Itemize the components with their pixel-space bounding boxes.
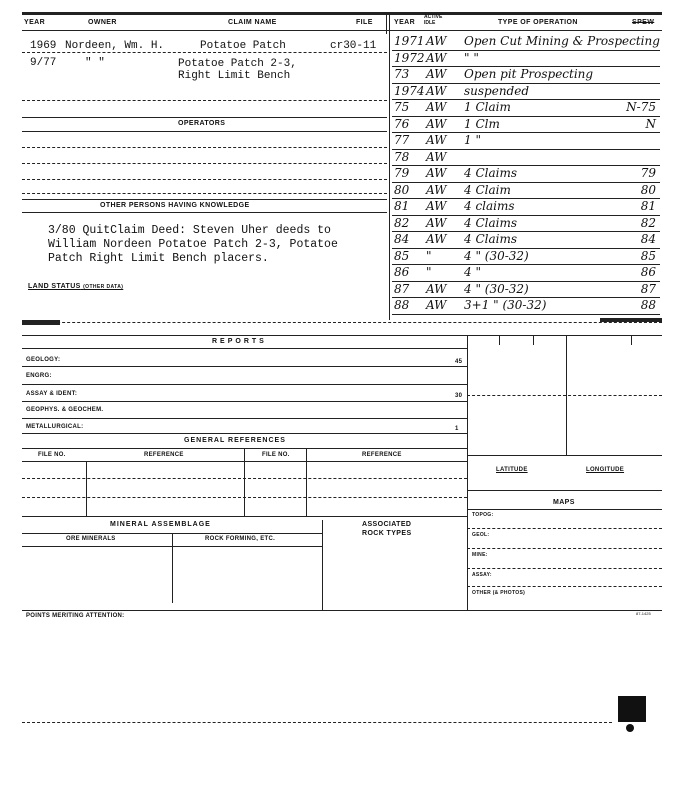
corner-mark — [618, 696, 646, 722]
log-right-note: 85 — [640, 248, 656, 263]
header-owner: OWNER — [88, 19, 117, 26]
mineral-divider — [172, 533, 173, 603]
latlong-rule — [467, 490, 662, 491]
header-idle: IDLE — [424, 20, 436, 26]
refs-col-ref1: REFERENCE — [144, 452, 184, 458]
refs-col-ref2: REFERENCE — [362, 452, 402, 458]
log-active: AW — [426, 34, 447, 48]
log-operation: Open pit Prospecting — [464, 67, 594, 81]
assoc-title-2: ROCK TYPES — [362, 530, 412, 537]
maps-assay: ASSAY: — [472, 572, 492, 578]
log-active: AW — [426, 100, 447, 114]
corner-mark — [626, 724, 634, 732]
log-operation: 1 Claim — [464, 100, 511, 114]
log-row — [392, 282, 660, 299]
log-year: 88 — [394, 298, 410, 312]
maps-rule — [467, 509, 662, 510]
mineral-ore: ORE MINERALS — [66, 536, 116, 542]
log-year: 80 — [394, 182, 410, 197]
log-row — [392, 100, 660, 117]
log-row — [392, 183, 660, 200]
log-active: AW — [426, 50, 447, 65]
entry-owner: Nordeen, Wm. H. — [65, 40, 165, 52]
latitude-label: LATITUDE — [496, 467, 528, 473]
log-active: " — [426, 265, 432, 279]
log-year: 82 — [394, 215, 410, 230]
operators-line — [22, 193, 387, 194]
log-operation: 1 " — [464, 133, 481, 147]
entry-claim: Potatoe Patch 2-3, — [178, 58, 297, 70]
mineral-title: MINERAL ASSEMBLAGE — [110, 521, 211, 528]
log-right-note: 84 — [640, 232, 656, 246]
log-right-note: 82 — [640, 215, 656, 230]
log-active: AW — [426, 298, 447, 312]
log-row — [392, 117, 660, 134]
log-year: 77 — [394, 133, 410, 147]
maps-topog: TOPOG: — [472, 512, 494, 518]
log-right-note: 87 — [640, 281, 656, 296]
log-year: 84 — [394, 232, 410, 246]
form-number: 87-1425 — [636, 611, 651, 616]
header-divider — [386, 14, 387, 34]
log-year: 86 — [394, 265, 410, 279]
log-right-note: 81 — [640, 199, 656, 213]
log-operation: suspended — [464, 83, 530, 98]
log-row — [392, 133, 660, 150]
operators-rule — [22, 117, 387, 118]
maps-line — [467, 528, 662, 529]
log-active: " — [426, 248, 432, 263]
refs-divider — [306, 449, 307, 516]
refs-divider — [86, 461, 87, 516]
log-operation: 4 " (30-32) — [464, 281, 529, 296]
entry-file: cr30-11 — [330, 40, 377, 52]
report-metallurgical: METALLURGICAL: — [26, 424, 84, 430]
log-right-note: 80 — [640, 182, 656, 197]
mineral-rock: ROCK FORMING, ETC. — [205, 536, 276, 542]
log-operation: 3+1 " (30-32) — [464, 298, 547, 312]
log-operation: 4 " — [464, 265, 481, 279]
refs-line — [22, 497, 467, 498]
log-operation: 4 claims — [464, 199, 515, 213]
log-year: 1974 — [394, 83, 425, 98]
maps-line — [467, 548, 662, 549]
log-underline — [392, 314, 660, 315]
log-row — [392, 67, 660, 84]
maps-title: MAPS — [553, 499, 575, 506]
others-text: 3/80 QuitClaim Deed: Steven Uher deeds to William Nordeen Potatoe Patch 2-3, Potatoe Patch Right Limit Bench placers. — [48, 224, 338, 265]
header-year: YEAR — [24, 19, 46, 26]
log-year: 79 — [394, 166, 410, 180]
refs-line — [22, 478, 467, 479]
log-operation: " " — [464, 50, 479, 65]
land-status-label: LAND STATUS — [28, 283, 81, 290]
operators-line — [22, 147, 387, 148]
log-year: 87 — [394, 281, 410, 296]
log-row — [392, 51, 660, 68]
longitude-label: LONGITUDE — [586, 467, 625, 473]
report-rule — [22, 418, 467, 419]
header-year2: YEAR — [394, 19, 416, 26]
log-row — [392, 199, 660, 216]
general-refs-title: GENERAL REFERENCES — [184, 437, 286, 444]
log-row — [392, 232, 660, 249]
header-type-of-operation: TYPE OF OPERATION — [498, 19, 578, 26]
log-year: 73 — [394, 67, 410, 81]
entry-rule — [22, 100, 387, 101]
report-grid — [467, 455, 662, 456]
log-active: AW — [426, 199, 447, 213]
header-crossed: SPEW — [632, 19, 655, 26]
log-right-note: N — [645, 116, 656, 131]
report-rule — [22, 366, 467, 367]
points-line — [22, 722, 612, 723]
operators-title: OPERATORS — [178, 120, 226, 127]
points-title: POINTS MERITING ATTENTION: — [26, 613, 125, 619]
others-rule — [22, 212, 387, 213]
operators-rule — [22, 131, 387, 132]
log-active: AW — [426, 182, 447, 197]
report-rule — [22, 401, 467, 402]
log-operation: 1 Clm — [464, 116, 500, 131]
log-active: AW — [426, 133, 447, 147]
assoc-title-1: ASSOCIATED — [362, 521, 412, 528]
entry-year: 9/77 — [30, 57, 57, 69]
report-grid — [467, 395, 662, 396]
header-file: FILE — [356, 19, 373, 26]
log-year: 81 — [394, 199, 410, 213]
operators-line — [22, 179, 387, 180]
land-status-title — [28, 283, 123, 290]
report-grid — [631, 335, 632, 345]
refs-divider — [244, 449, 245, 516]
log-active: AW — [426, 215, 447, 230]
maps-mine: MINE: — [472, 552, 488, 558]
others-title: OTHER PERSONS HAVING KNOWLEDGE — [100, 202, 250, 209]
points-rule — [22, 610, 662, 611]
report-grid — [533, 335, 534, 345]
log-row — [392, 249, 660, 266]
log-row — [392, 84, 660, 101]
log-active: AW — [426, 67, 447, 81]
header-claim-name: CLAIM NAME — [228, 19, 277, 26]
reports-rule — [22, 348, 467, 349]
operators-line — [22, 163, 387, 164]
maps-geol: GEOL: — [472, 532, 490, 538]
others-rule — [22, 199, 387, 200]
mineral-divider — [322, 520, 323, 610]
refs-col-file2: FILE NO. — [262, 452, 290, 458]
log-row — [392, 150, 660, 167]
log-year: 78 — [394, 149, 410, 164]
log-right-note: 86 — [640, 265, 656, 279]
log-right-note: 79 — [640, 166, 656, 180]
log-active: AW — [426, 281, 447, 296]
report-assay: ASSAY & IDENT: — [26, 391, 78, 397]
maps-other: OTHER (& PHOTOS) — [472, 590, 526, 596]
maps-line — [467, 586, 662, 587]
log-row — [392, 216, 660, 233]
header-rule — [22, 30, 662, 31]
log-right-note: N-75 — [626, 100, 656, 114]
report-rule — [22, 384, 467, 385]
report-metallurgical-code: 1 — [455, 426, 459, 432]
report-grid — [499, 335, 500, 345]
log-active: AW — [426, 83, 447, 98]
log-right-note: 88 — [640, 298, 656, 312]
land-status-sub: (OTHER DATA) — [83, 284, 124, 290]
log-divider — [389, 30, 390, 320]
top-rule — [22, 12, 662, 15]
report-geophys: GEOPHYS. & GEOCHEM. — [26, 407, 104, 413]
log-active: AW — [426, 166, 447, 180]
report-geology: GEOLOGY: — [26, 357, 61, 363]
report-engrg: ENGRG: — [26, 373, 52, 379]
entry-rule — [22, 52, 387, 53]
log-operation: 4 Claims — [464, 166, 517, 180]
log-year: 75 — [394, 100, 410, 114]
entry-year: 1969 — [30, 40, 57, 52]
log-row — [392, 298, 660, 315]
entry-claim: Right Limit Bench — [178, 70, 291, 82]
refs-rule — [22, 516, 467, 517]
log-row — [392, 166, 660, 183]
refs-col-file1: FILE NO. — [38, 452, 66, 458]
section-separator — [22, 322, 662, 323]
log-operation: 4 " (30-32) — [464, 248, 529, 263]
log-row — [392, 34, 660, 51]
log-operation: 4 Claim — [464, 182, 511, 197]
report-assay-code: 30 — [455, 393, 463, 399]
report-geology-code: 45 — [455, 359, 463, 365]
log-year: 85 — [394, 248, 410, 263]
header-active: ACTIVE — [424, 14, 443, 20]
log-active: AW — [426, 149, 447, 164]
report-rule — [22, 433, 467, 434]
log-operation: Open Cut Mining & Prospecting — [464, 34, 660, 48]
maps-line — [467, 568, 662, 569]
log-row — [392, 265, 660, 282]
log-active: AW — [426, 232, 447, 246]
log-year: 76 — [394, 116, 410, 131]
log-operation: 4 Claims — [464, 232, 517, 246]
section-separator — [600, 318, 662, 322]
reports-title: REPORTS — [212, 338, 267, 345]
entry-claim: Potatoe Patch — [200, 40, 286, 52]
log-year: 1971 — [394, 34, 425, 48]
log-active: AW — [426, 116, 447, 131]
entry-owner: " " — [85, 57, 105, 69]
log-operation: 4 Claims — [464, 215, 517, 230]
log-year: 1972 — [394, 50, 425, 65]
